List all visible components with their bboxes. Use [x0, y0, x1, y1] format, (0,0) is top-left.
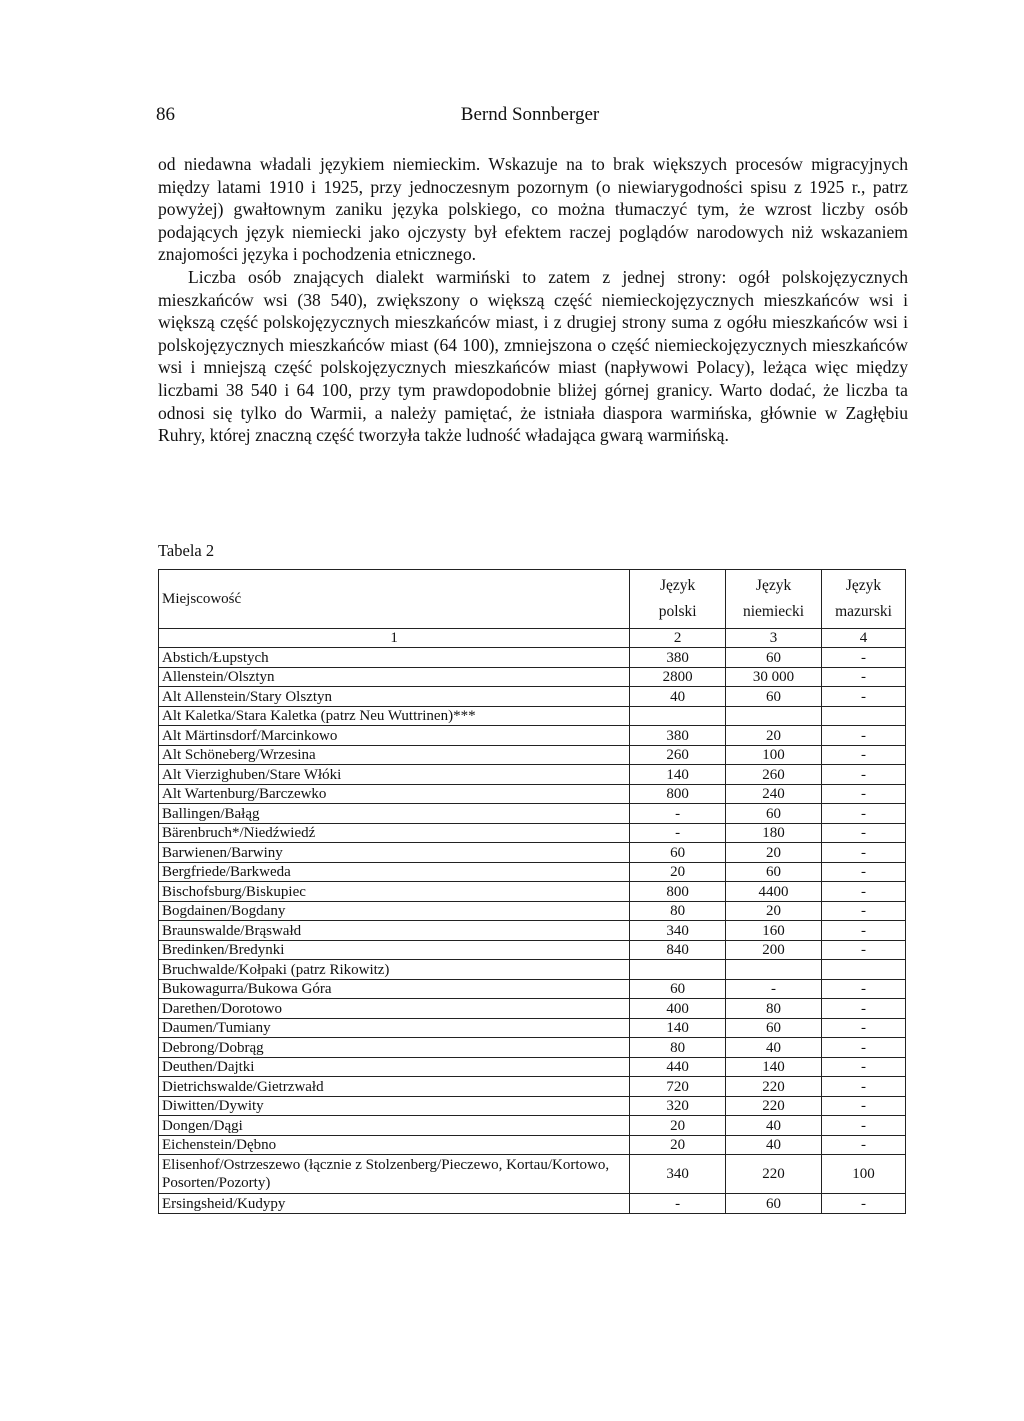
cell-german: 60 — [726, 862, 822, 882]
cell-place: Ballingen/Bałąg — [159, 804, 630, 824]
table-caption: Tabela 2 — [158, 541, 215, 560]
cell-place: Diwitten/Dywity — [159, 1096, 630, 1116]
table-row — [159, 921, 906, 941]
cell-german: 60 — [726, 804, 822, 824]
table-row — [159, 1116, 906, 1136]
cell-place: Barwienen/Barwiny — [159, 843, 630, 863]
table-row — [159, 667, 906, 687]
cell-polish: 140 — [630, 1018, 726, 1038]
cell-polish: 80 — [630, 1038, 726, 1058]
running-head: Bernd Sonnberger — [460, 104, 600, 125]
column-number-row — [159, 629, 906, 648]
cell-masurian: - — [822, 1057, 906, 1077]
table-row — [159, 999, 906, 1019]
cell-polish — [630, 960, 726, 980]
cell-place: Elisenhof/Ostrzeszewo (łącznie z Stolzenberg/Pieczewo, Kortau/Kortowo, Posorten/Pozorty) — [159, 1155, 630, 1194]
cell-masurian: - — [822, 901, 906, 921]
table-row — [159, 706, 906, 726]
cell-masurian: - — [822, 687, 906, 707]
body-text — [158, 153, 908, 447]
table-header-row — [159, 570, 906, 629]
cell-masurian: - — [822, 1116, 906, 1136]
cell-german: 100 — [726, 745, 822, 765]
cell-german: 80 — [726, 999, 822, 1019]
page-number: 86 — [156, 104, 175, 125]
table-row — [159, 979, 906, 999]
table-row — [159, 862, 906, 882]
table-row — [159, 823, 906, 843]
cell-polish: 80 — [630, 901, 726, 921]
table-row — [159, 1155, 906, 1194]
cell-place: Abstich/Łupstych — [159, 648, 630, 668]
cell-polish: - — [630, 823, 726, 843]
table-row — [159, 726, 906, 746]
cell-masurian: - — [822, 882, 906, 902]
cell-place: Ersingsheid/Kudypy — [159, 1194, 630, 1214]
cell-place: Bredinken/Bredynki — [159, 940, 630, 960]
header-polish — [630, 570, 726, 629]
cell-german: 240 — [726, 784, 822, 804]
cell-polish: 340 — [630, 1155, 726, 1194]
cell-masurian: 100 — [822, 1155, 906, 1194]
cell-german: 20 — [726, 843, 822, 863]
table-row — [159, 940, 906, 960]
cell-polish: - — [630, 1194, 726, 1214]
cell-german: 60 — [726, 1018, 822, 1038]
cell-polish: 380 — [630, 648, 726, 668]
cell-place: Debrong/Dobrąg — [159, 1038, 630, 1058]
table-row — [159, 1077, 906, 1097]
cell-place: Alt Kaletka/Stara Kaletka (patrz Neu Wuttrinen)*** — [159, 706, 630, 726]
cell-masurian: - — [822, 1194, 906, 1214]
cell-polish: 20 — [630, 1116, 726, 1136]
table-row — [159, 1194, 906, 1214]
cell-masurian: - — [822, 862, 906, 882]
cell-german: 220 — [726, 1077, 822, 1097]
cell-masurian: - — [822, 1077, 906, 1097]
cell-place: Bruchwalde/Kołpaki (patrz Rikowitz) — [159, 960, 630, 980]
table-row — [159, 687, 906, 707]
cell-masurian: - — [822, 999, 906, 1019]
table-row — [159, 960, 906, 980]
cell-german: 260 — [726, 765, 822, 785]
cell-masurian: - — [822, 804, 906, 824]
header-masurian — [822, 570, 906, 629]
data-table — [158, 569, 906, 1214]
cell-place: Dongen/Dągi — [159, 1116, 630, 1136]
cell-polish: 20 — [630, 1135, 726, 1155]
cell-polish: 840 — [630, 940, 726, 960]
cell-german: 20 — [726, 726, 822, 746]
table-row — [159, 648, 906, 668]
cell-polish: 40 — [630, 687, 726, 707]
cell-masurian: - — [822, 921, 906, 941]
page-header — [156, 104, 904, 134]
table-row — [159, 804, 906, 824]
cell-place: Bärenbruch*/Niedźwiedź — [159, 823, 630, 843]
cell-masurian: - — [822, 745, 906, 765]
cell-masurian: - — [822, 979, 906, 999]
paragraph: od niedawna władali językiem niemieckim. Wskazuje na to brak większych procesów migracyjnych między latami 1910 i 1925, przy jednoczesnym pozornym (o niewiarygodności spisu z 1925 r., patrz powyżej) gwałtownym zaniku języka polskiego, co można tłumaczyć tym, że wzrost liczby osób podających język niemiecki jako ojczysty był efektem raczej poglądów narodowych niż wskazaniem znajomości języka i pochodzenia etnicznego. — [158, 154, 908, 265]
cell-polish: - — [630, 804, 726, 824]
cell-german: 220 — [726, 1155, 822, 1194]
cell-place: Alt Allenstein/Stary Olsztyn — [159, 687, 630, 707]
cell-polish: 380 — [630, 726, 726, 746]
cell-masurian: - — [822, 1038, 906, 1058]
table-row — [159, 784, 906, 804]
cell-german: 140 — [726, 1057, 822, 1077]
cell-place: Daumen/Tumiany — [159, 1018, 630, 1038]
cell-place: Deuthen/Dajtki — [159, 1057, 630, 1077]
cell-place: Bukowagurra/Bukowa Góra — [159, 979, 630, 999]
cell-german: 20 — [726, 901, 822, 921]
cell-masurian: - — [822, 648, 906, 668]
header-masurian-bottom: mazurski — [835, 603, 892, 620]
cell-place: Bischofsburg/Biskupiec — [159, 882, 630, 902]
cell-polish: 800 — [630, 784, 726, 804]
cell-polish: 20 — [630, 862, 726, 882]
cell-masurian: - — [822, 1018, 906, 1038]
cell-german: - — [726, 979, 822, 999]
table-row — [159, 1096, 906, 1116]
cell-german: 4400 — [726, 882, 822, 902]
cell-german: 200 — [726, 940, 822, 960]
cell-place: Allenstein/Olsztyn — [159, 667, 630, 687]
cell-german: 60 — [726, 687, 822, 707]
cell-place: Dietrichswalde/Gietrzwałd — [159, 1077, 630, 1097]
table-body — [159, 648, 906, 1214]
cell-german: 60 — [726, 1194, 822, 1214]
cell-place: Alt Wartenburg/Barczewko — [159, 784, 630, 804]
table-row — [159, 1038, 906, 1058]
cell-polish: 320 — [630, 1096, 726, 1116]
cell-place: Alt Märtinsdorf/Marcinkowo — [159, 726, 630, 746]
table-row — [159, 745, 906, 765]
cell-polish: 60 — [630, 979, 726, 999]
cell-place: Bogdainen/Bogdany — [159, 901, 630, 921]
cell-place: Eichenstein/Dębno — [159, 1135, 630, 1155]
cell-masurian: - — [822, 940, 906, 960]
cell-polish: 140 — [630, 765, 726, 785]
cell-polish: 800 — [630, 882, 726, 902]
header-masurian-top: Język — [845, 577, 882, 594]
cell-polish: 340 — [630, 921, 726, 941]
header-polish-top: Język — [660, 577, 696, 594]
cell-masurian: - — [822, 823, 906, 843]
cell-masurian — [822, 706, 906, 726]
cell-place: Braunswalde/Brąswałd — [159, 921, 630, 941]
cell-masurian: - — [822, 784, 906, 804]
table-row — [159, 901, 906, 921]
cell-masurian — [822, 960, 906, 980]
cell-polish: 720 — [630, 1077, 726, 1097]
cell-german — [726, 960, 822, 980]
paragraph: Liczba osób znających dialekt warmiński to zatem z jednej strony: ogół polskojęzycznych mieszkańców wsi (38 540), zwiększony o większą część niemieckojęzycznych mieszkańców wsi i większą część polskojęzycznych mieszkańców miast, i z drugiej strony suma z ogółu mieszkańców wsi i polskojęzycznych mieszkańców miast (64 100), zmniejszona o część niemieckojęzycznych mieszkańców wsi i mniejszą część polskojęzycznych mieszkańców miast (napływowi Polacy), leżąca więc między liczbami 38 540 i 64 100, przy tym prawdopodobnie bliżej górnej granicy. Warto dodać, że liczba ta odnosi się tylko do Warmii, a należy pamiętać, że istniała diaspora warmińska, głównie w Zagłębiu Ruhry, której znaczną część tworzyła także ludność władająca gwarą warmińską. — [158, 266, 908, 446]
cell-german: 40 — [726, 1038, 822, 1058]
header-german-top: Język — [755, 577, 792, 594]
cell-place: Darethen/Dorotowo — [159, 999, 630, 1019]
cell-german: 30 000 — [726, 667, 822, 687]
column-number: 4 — [822, 629, 906, 648]
cell-place: Alt Vierzighuben/Stare Włóki — [159, 765, 630, 785]
column-number: 2 — [630, 629, 726, 648]
cell-german: 220 — [726, 1096, 822, 1116]
cell-polish — [630, 706, 726, 726]
cell-masurian: - — [822, 1096, 906, 1116]
cell-polish: 2800 — [630, 667, 726, 687]
cell-german: 40 — [726, 1116, 822, 1136]
cell-place: Bergfriede/Barkweda — [159, 862, 630, 882]
cell-german: 60 — [726, 648, 822, 668]
cell-german: 160 — [726, 921, 822, 941]
column-number: 1 — [159, 629, 630, 648]
table-row — [159, 1018, 906, 1038]
cell-polish: 400 — [630, 999, 726, 1019]
column-number: 3 — [726, 629, 822, 648]
cell-polish: 60 — [630, 843, 726, 863]
table-row — [159, 843, 906, 863]
cell-masurian: - — [822, 726, 906, 746]
cell-german: 180 — [726, 823, 822, 843]
header-polish-bottom: polski — [658, 603, 697, 620]
table-row — [159, 765, 906, 785]
cell-masurian: - — [822, 1135, 906, 1155]
table-row — [159, 1135, 906, 1155]
cell-place: Alt Schöneberg/Wrzesina — [159, 745, 630, 765]
table-row — [159, 1057, 906, 1077]
cell-polish: 440 — [630, 1057, 726, 1077]
cell-masurian: - — [822, 765, 906, 785]
cell-german — [726, 706, 822, 726]
header-german-bottom: niemiecki — [742, 603, 805, 620]
cell-german: 40 — [726, 1135, 822, 1155]
cell-masurian: - — [822, 667, 906, 687]
header-german — [726, 570, 822, 629]
cell-polish: 260 — [630, 745, 726, 765]
cell-masurian: - — [822, 843, 906, 863]
table-row — [159, 882, 906, 902]
header-place: Miejscowość — [159, 570, 630, 629]
